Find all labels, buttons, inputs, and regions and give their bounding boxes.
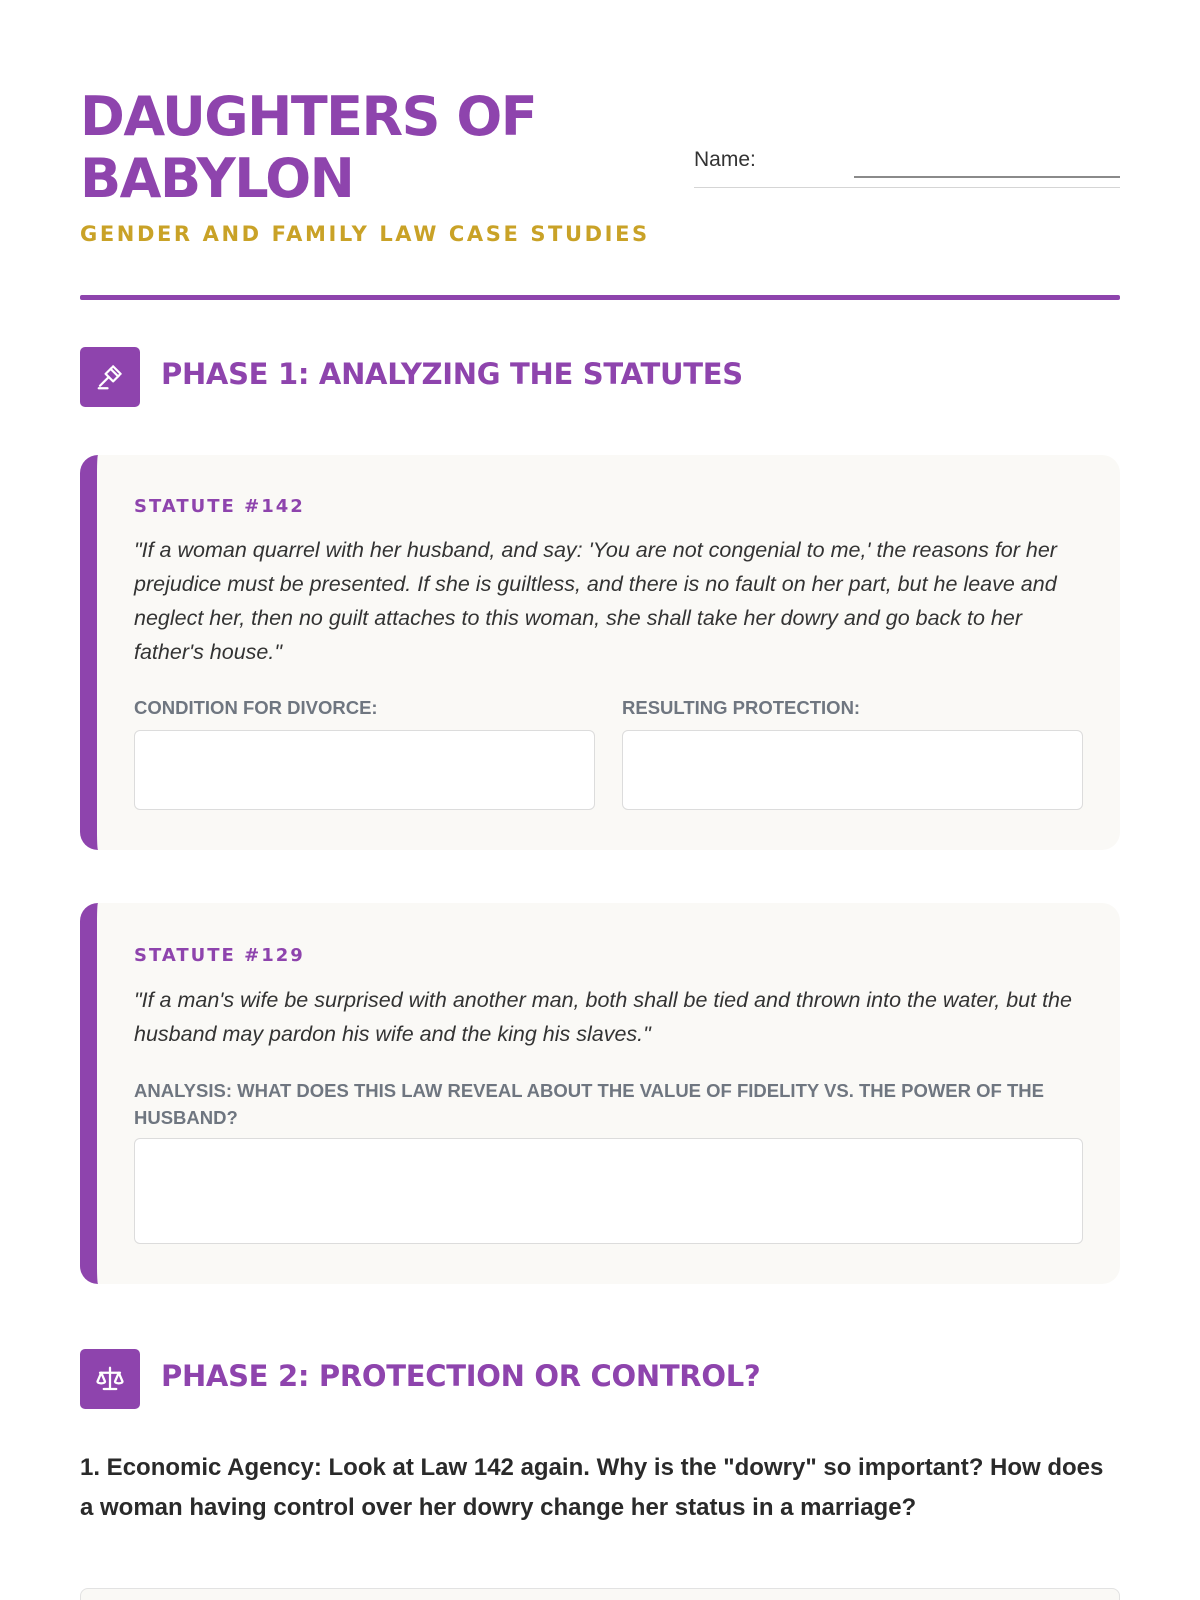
name-underline[interactable] bbox=[854, 176, 1120, 178]
header-divider bbox=[80, 295, 1120, 300]
question-1-answer-field[interactable] bbox=[80, 1588, 1120, 1600]
statute-129-quote: "If a man's wife be surprised with another man, both shall be tied and thrown into the water, but the husband may pardon his wife and the king his slaves." bbox=[134, 988, 1072, 1046]
condition-for-divorce-field[interactable] bbox=[134, 730, 595, 810]
phase-2-title: PHASE 2: PROTECTION OR CONTROL? bbox=[161, 1359, 761, 1393]
phase-2-heading bbox=[80, 1349, 1120, 1409]
title-line-2: BABYLON bbox=[80, 147, 354, 210]
resulting-protection-label: RESULTING PROTECTION: bbox=[622, 697, 861, 718]
page-title bbox=[80, 86, 640, 210]
worksheet-header bbox=[80, 86, 1120, 301]
name-label: Name: bbox=[694, 148, 756, 171]
title-line-1: DAUGHTERS OF bbox=[80, 85, 537, 148]
analysis-label: ANALYSIS: WHAT DOES THIS LAW REVEAL ABOUT THE VALUE OF FIDELITY VS. THE POWER OF THE HUSBAND? bbox=[134, 1080, 1044, 1128]
scales-icon bbox=[80, 1349, 140, 1409]
gavel-icon bbox=[80, 347, 140, 407]
statute-129-card bbox=[80, 903, 1120, 1284]
statute-142-quote: "If a woman quarrel with her husband, and say: 'You are not congenial to me,' the reasons for her prejudice must be presented. If she is guiltless, and there is no fault on her part, but he leave and neglect her, then no guilt attaches to this woman, she shall take her dowry and go back to her father's house." bbox=[134, 538, 1057, 664]
statute-142-card bbox=[80, 455, 1120, 850]
phase-1-title: PHASE 1: ANALYZING THE STATUTES bbox=[161, 357, 743, 391]
resulting-protection-field[interactable] bbox=[622, 730, 1083, 810]
phase-1-heading bbox=[80, 347, 1120, 407]
condition-for-divorce-label: CONDITION FOR DIVORCE: bbox=[134, 697, 378, 718]
analysis-field[interactable] bbox=[134, 1138, 1083, 1244]
statute-142-label: STATUTE #142 bbox=[134, 496, 305, 517]
name-field[interactable] bbox=[694, 148, 1120, 188]
page-subtitle: GENDER AND FAMILY LAW CASE STUDIES bbox=[80, 222, 650, 246]
statute-129-label: STATUTE #129 bbox=[134, 945, 305, 966]
question-1: 1. Economic Agency: Look at Law 142 again. Why is the "dowry" so important? How does a woman having control over her dowry change her status in a marriage? bbox=[80, 1454, 1104, 1521]
